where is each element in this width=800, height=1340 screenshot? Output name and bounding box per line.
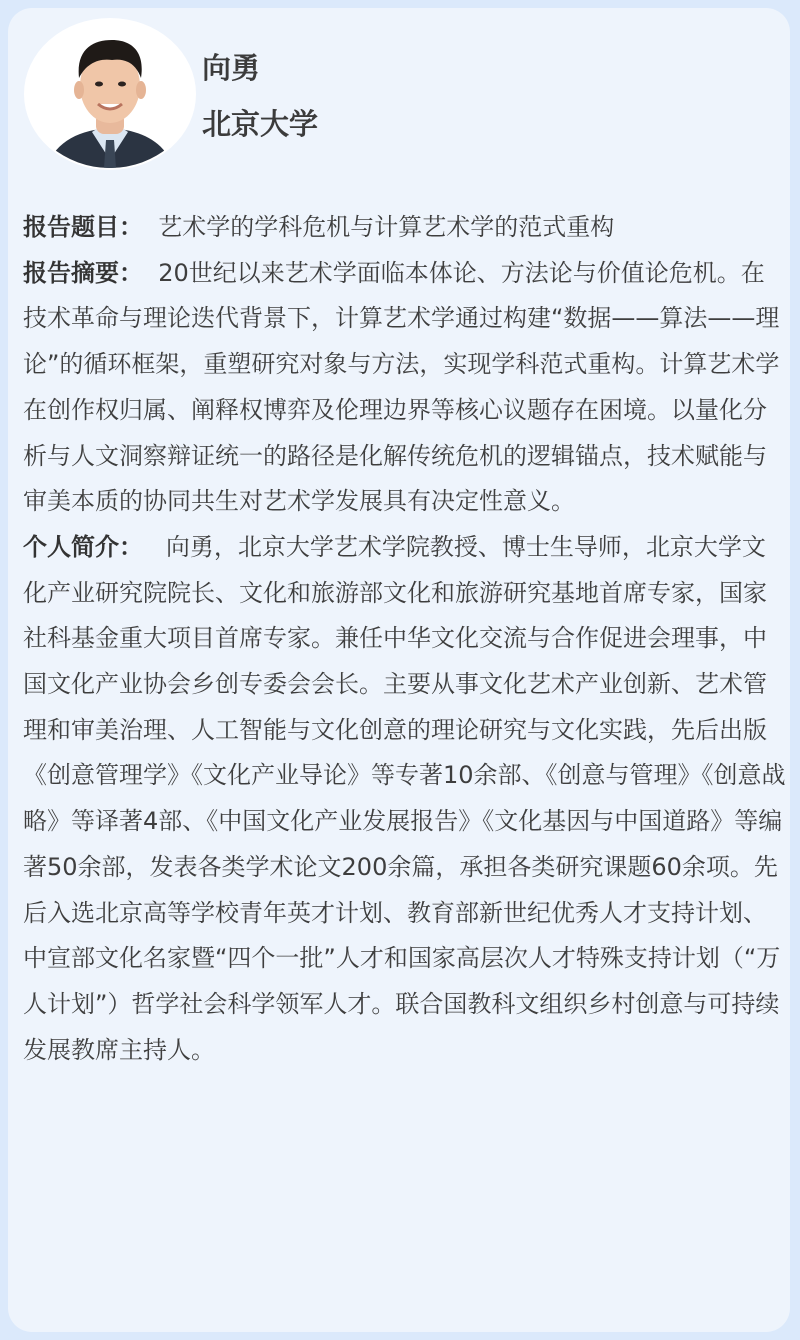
abstract-label: 报告摘要：: [23, 258, 143, 287]
portrait-illustration: [26, 20, 194, 168]
bio-paragraph: [23, 525, 787, 1073]
talk-title-paragraph: [23, 205, 787, 251]
abstract-paragraph: [23, 251, 787, 525]
speaker-photo: [26, 20, 194, 168]
speaker-affiliation: 北京大学: [202, 107, 319, 141]
talk-details: [23, 205, 787, 1073]
abstract-text: 20世纪以来艺术学面临本体论、方法论与价值论危机。在技术革命与理论迭代背景下，计算艺术学通过构建“数据——算法——理论”的循环框架，重塑研究对象与方法，实现学科范式重构。计算艺术学在创作权归属、阐释权博弈及伦理边界等核心议题存在困境。以量化分析与人文洞察辩证统一的路径是化解传统危机的逻辑锚点，技术赋能与审美本质的协同共生对艺术学发展具有决定性意义。: [23, 258, 780, 516]
speaker-name: 向勇: [202, 51, 261, 85]
talk-title-label: 报告题目：: [23, 213, 143, 241]
talk-title-text: 艺术学的学科危机与计算艺术学的范式重构: [158, 213, 615, 241]
bio-label: 个人简介：: [23, 532, 143, 561]
bio-text: 向勇，北京大学艺术学院教授、博士生导师，北京大学文化产业研究院院长、文化和旅游部文化和旅游研究基地首席专家，国家社科基金重大项目首席专家。兼任中华文化交流与合作促进会理事，中国文化产业协会乡创专委会会长。主要从事文化艺术产业创新、艺术管理和审美治理、人工智能与文化创意的理论研究与文化实践，先后出版《创意管理学》《文化产业导论》等专著10余部、《创意与管理》《创意战略》等译著4部、《中国文化产业发展报告》《文化基因与中国道路》等编著50余部，发表各类学术论文200余篇，承担各类研究课题60余项。先后入选北京高等学校青年英才计划、教育部新世纪优秀人才支持计划、中宣部文化名家暨“四个一批”人才和国家高层次人才特殊支持计划（“万人计划”）哲学社会科学领军人才。联合国教科文组织乡村创意与可持续发展教席主持人。: [23, 532, 786, 1064]
speaker-card: [8, 8, 790, 1332]
